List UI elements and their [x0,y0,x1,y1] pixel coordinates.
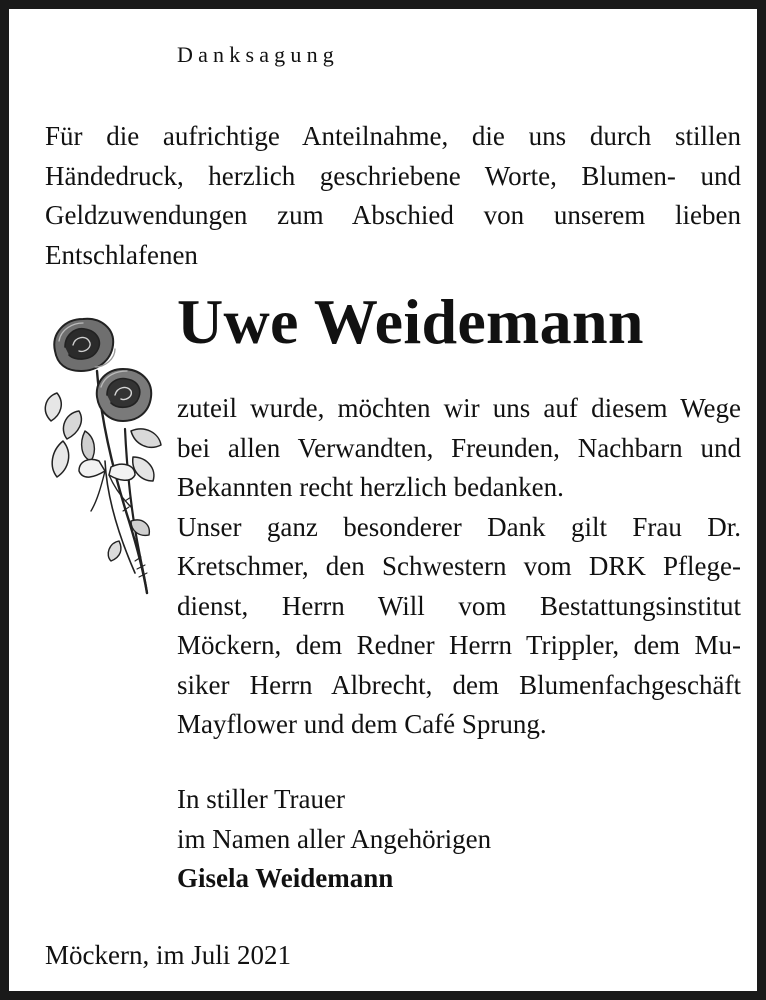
thanks-line: siker Herrn Albrecht, dem Blumenfachgeschäft [177,669,741,700]
thanks-line: Möckern, dem Redner Herrn Trippler, dem Mu- [177,630,741,660]
signer-name: Gisela Weidemann [177,863,394,893]
thanks-line: zuteil wurde, möchten wir uns auf diesem Wege [177,393,741,423]
thanks-line: Mayflower und dem Café Sprung. [177,709,547,739]
place-date: Möckern, im Juli 2021 [45,940,291,970]
intro-line: Geldzuwendungen zum Abschied von unserem lieben [45,200,741,230]
thanks-line: Bekannten recht herzlich bedanken. [177,472,564,502]
intro-line: Für die aufrichtige Anteilnahme, die uns durch stillen [45,121,741,151]
thanks-line: Kretschmer, den Schwestern vom DRK Pflege- [177,551,741,581]
thanks-line: Unser ganz besonderer Dank gilt Frau Dr. [177,511,741,542]
intro-line: Entschlafenen [45,239,198,270]
notice-heading: Danksagung [177,42,339,67]
closing-line: im Namen aller Angehörigen [177,823,492,854]
intro-paragraph [45,117,741,275]
deceased-name: Uwe Weidemann [177,286,644,357]
thanks-line: bei allen Verwandten, Freunden, Nachbarn und [177,432,741,463]
closing-line: In stiller Trauer [177,784,345,814]
thanks-paragraph [177,389,741,745]
thanks-line: dienst, Herrn Will vom Bestattungsinstitut [177,590,741,621]
closing-block [177,780,491,899]
intro-line: Händedruck, herzlich geschriebene Worte, Blumen- und [45,160,741,191]
rose-bouquet-icon [35,311,171,601]
